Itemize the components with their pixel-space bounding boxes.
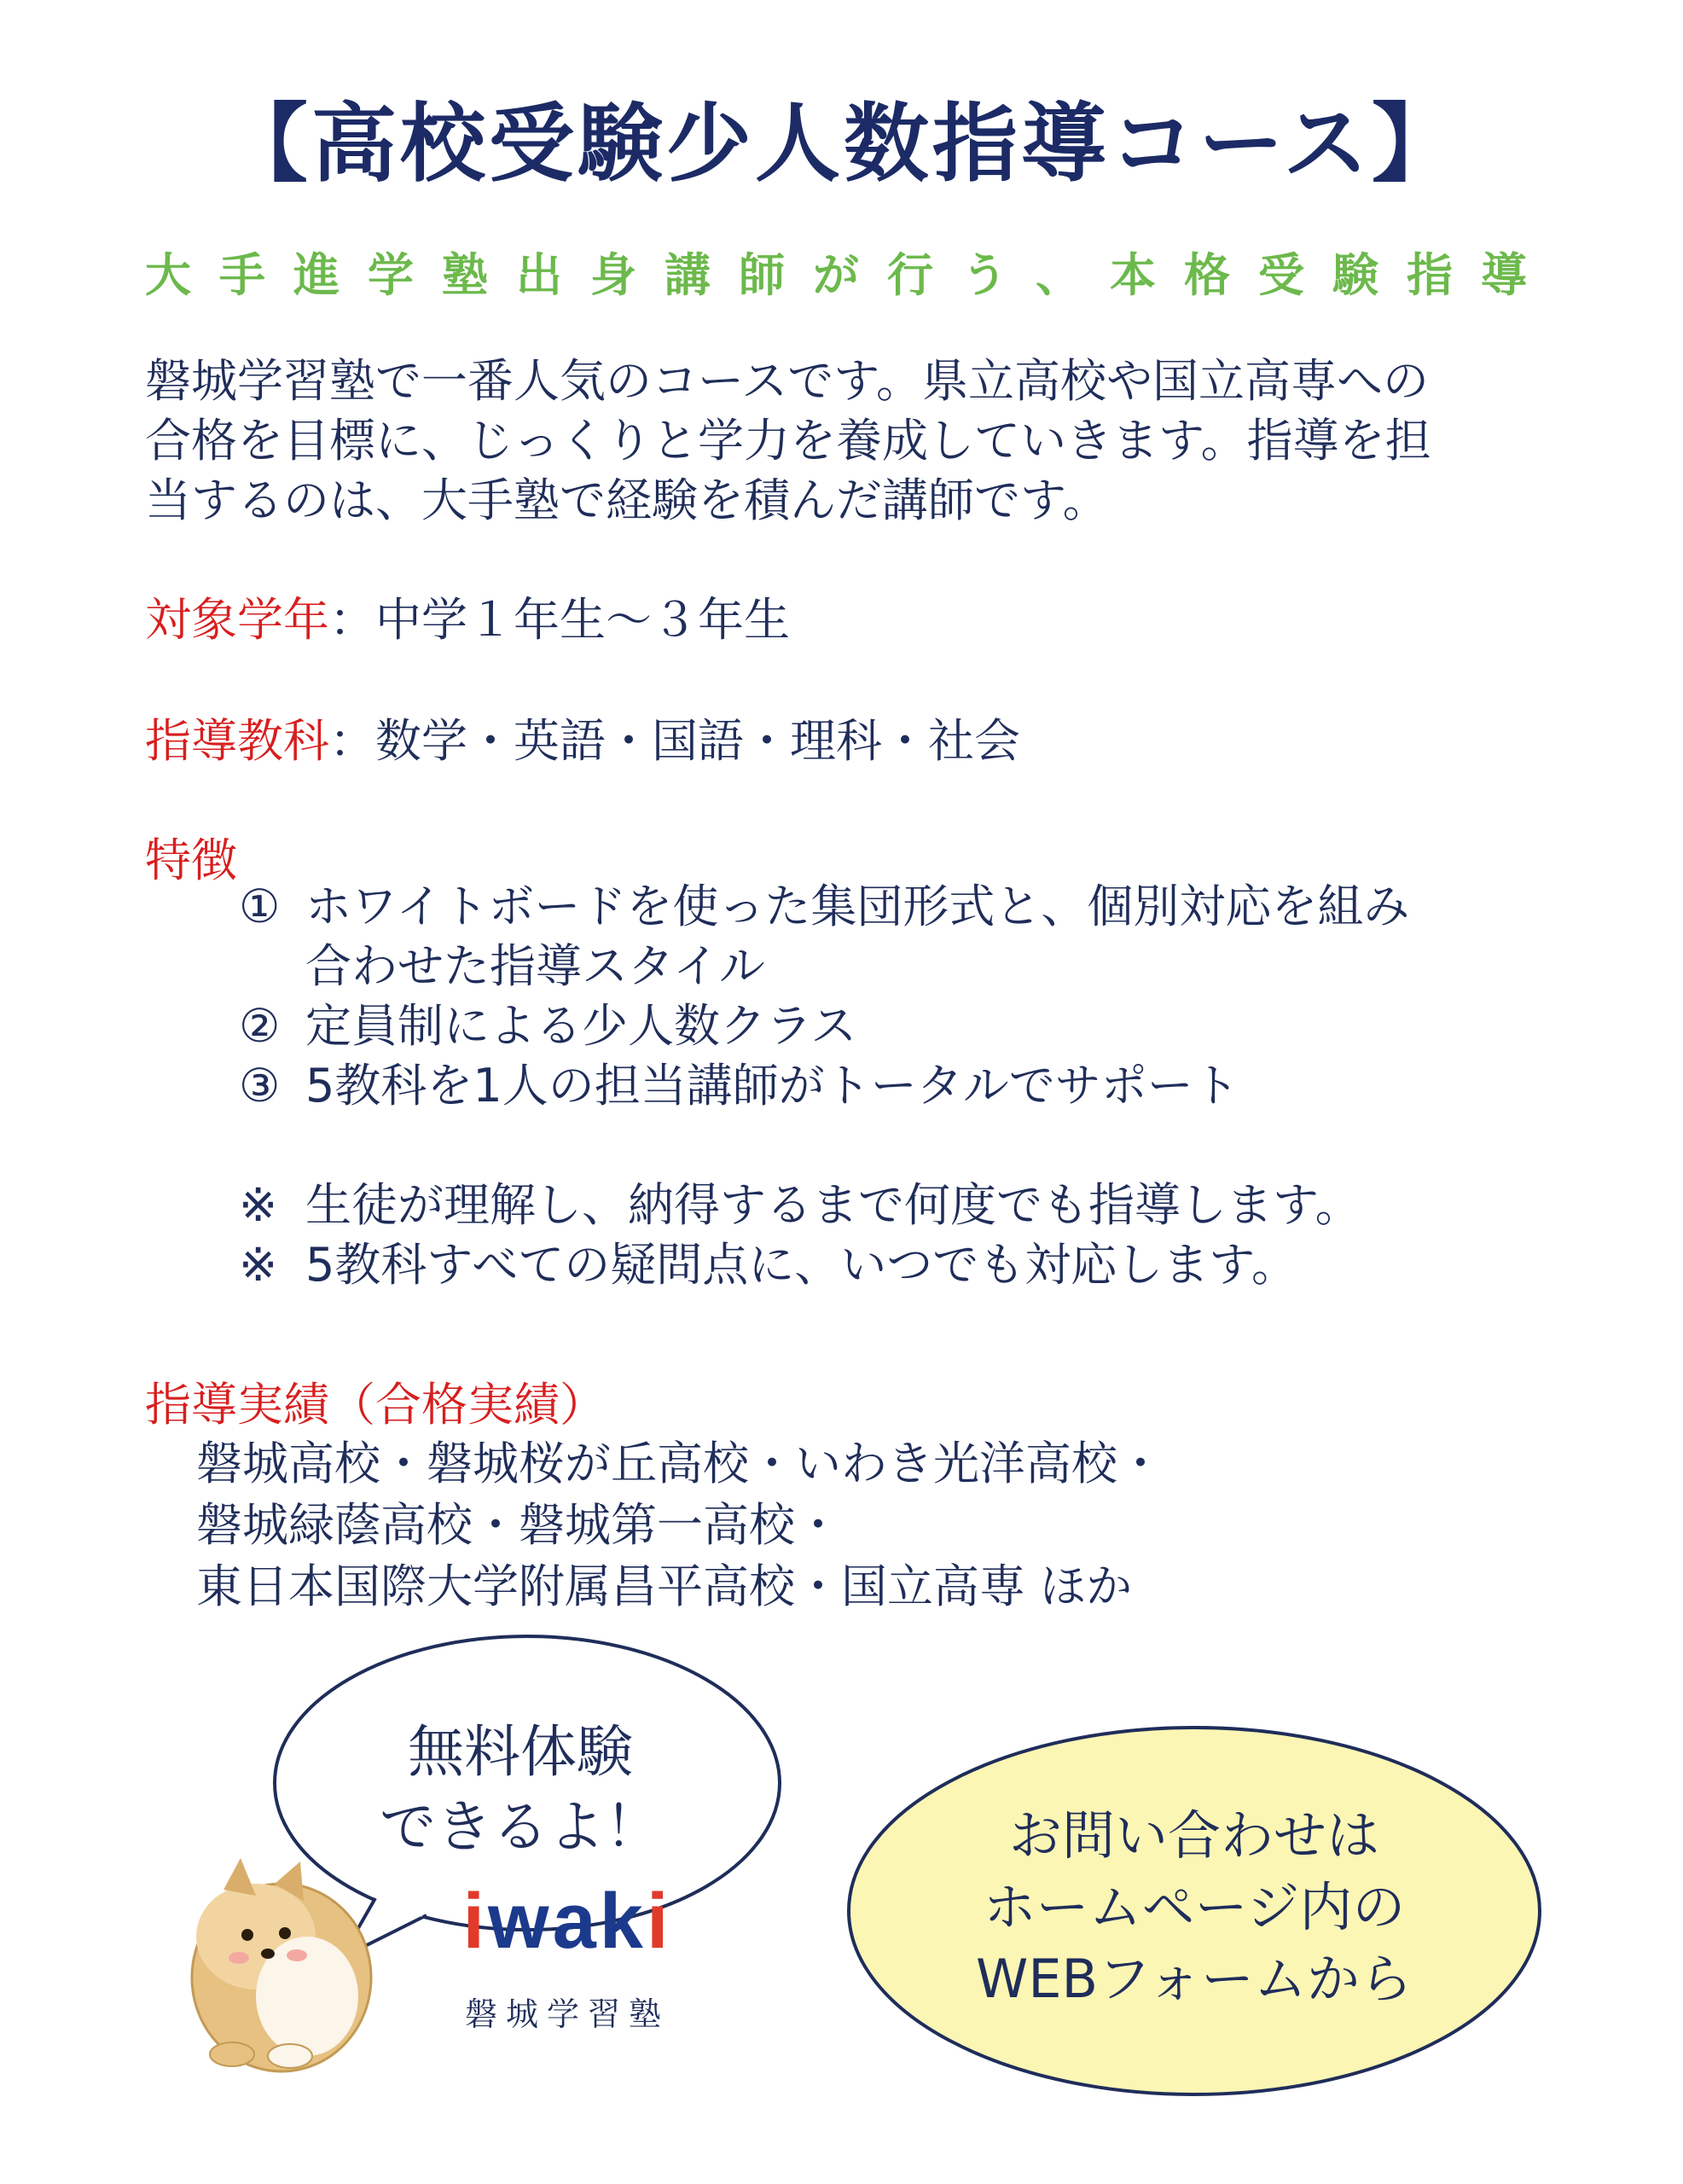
results-line: 磐城緑蔭高校・磐城第一高校・ (196, 1498, 841, 1552)
logo-letters: wak (488, 1878, 647, 1965)
iwaki-logo (427, 1877, 708, 1966)
results-label: 指導実績（合格実績） (145, 1378, 606, 1432)
bubble-line: できるよ！ (380, 1794, 661, 1860)
intro-line: 合格を目標に、じっくりと学力を養成していきます。指導を担 (145, 414, 1431, 468)
subjects-value: ：数学・英語・国語・理科・社会 (329, 714, 1020, 768)
dog-mascot-icon (192, 1858, 371, 2071)
results-line: 磐城高校・磐城桜が丘高校・いわき光洋高校・ (196, 1437, 1164, 1490)
bubble-line: 無料体験 (408, 1719, 633, 1785)
logo-letter-i: i (646, 1878, 672, 1965)
feature-continuation: 合わせた指導スタイル (305, 939, 765, 993)
contact-line: WEBフォームから (976, 1948, 1413, 2010)
feature-number: ③ (239, 1059, 281, 1112)
subtitle: 大手進学塾出身講師が行う、本格受験指導 (145, 248, 1555, 302)
feature-text: 5教科を1人の担当講師がトータルでサポート (305, 1059, 1239, 1112)
feature-text: ホワイトボードを使った集団形式と、個別対応を組み (305, 880, 1410, 933)
note-mark: ※ (239, 1178, 278, 1232)
logo-letter-i: i (462, 1878, 489, 1965)
note-text: 5教科すべての疑問点に、いつでも対応します。 (305, 1238, 1297, 1292)
features-label: 特徴 (145, 834, 237, 887)
results-line: 東日本国際大学附属昌平高校・国立高専 ほか (196, 1560, 1133, 1613)
contact-line: お問い合わせは (1008, 1804, 1379, 1867)
note-text: 生徒が理解し、納得するまで何度でも指導します。 (305, 1178, 1361, 1232)
intro-line: 当するのは、大手塾で経験を積んだ講師です。 (145, 473, 1109, 527)
feature-number: ① (239, 880, 281, 933)
free-trial-bubble-text (341, 1715, 699, 1865)
contact-line: ホームページ内の (983, 1876, 1406, 1938)
logo-subtitle: 磐城学習塾 (464, 1995, 670, 2033)
grade-label: 対象学年 (145, 593, 329, 647)
feature-number: ② (239, 999, 281, 1053)
subjects-label: 指導教科 (145, 714, 329, 768)
feature-text: 定員制による少人数クラス (305, 999, 857, 1053)
intro-line: 磐城学習塾で一番人気のコースです。県立高校や国立高専への (145, 354, 1429, 408)
page-title: 【高校受験少人数指導コース】 (223, 94, 1460, 194)
contact-text (853, 1800, 1535, 2015)
grade-value: ：中学１年生〜３年生 (329, 593, 790, 647)
note-mark: ※ (239, 1238, 278, 1292)
